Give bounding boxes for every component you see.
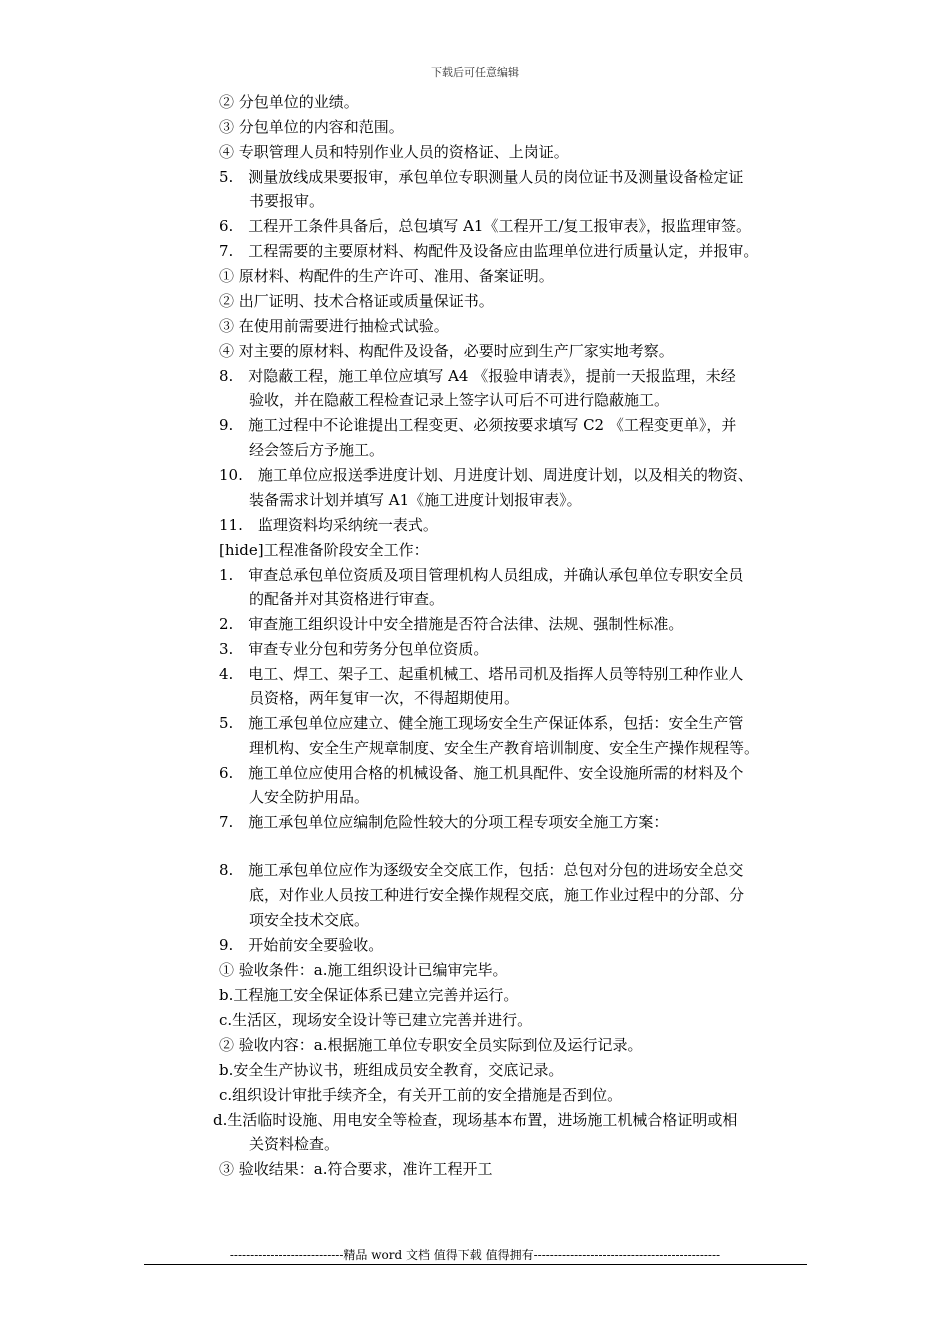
text-line: 人安全防护用品。 bbox=[249, 788, 370, 806]
text-line: ③ 验收结果：a.符合要求，准许工程开工 bbox=[219, 1160, 493, 1178]
text-line: 员资格，两年复审一次，不得超期使用。 bbox=[249, 689, 520, 707]
text-line: ② 分包单位的业绩。 bbox=[219, 93, 359, 111]
text-line: 6. 工程开工条件具备后，总包填写 A1《工程开工/复工报审表》，报监理审签。 bbox=[219, 217, 752, 235]
text-line: b.安全生产协议书，班组成员安全教育，交底记录。 bbox=[219, 1061, 564, 1079]
text-line: 9. 施工过程中不论谁提出工程变更、必须按要求填写 C2 《工程变更单》，并 bbox=[219, 416, 737, 434]
text-line: 关资料检查。 bbox=[249, 1135, 340, 1153]
text-line: 9. 开始前安全要验收。 bbox=[219, 936, 384, 954]
page-footer: ----------------------------精品 word 文档 值得下载 值得拥有---------------------------------------------- bbox=[229, 1248, 721, 1262]
text-line: ④ 对主要的原材料、构配件及设备，必要时应到生产厂家实地考察。 bbox=[219, 342, 674, 360]
text-line: ① 原材料、构配件的生产许可、准用、备案证明。 bbox=[219, 267, 554, 285]
footer-rule bbox=[144, 1264, 807, 1265]
text-line: 书要报审。 bbox=[249, 192, 325, 210]
text-line: ③ 分包单位的内容和范围。 bbox=[219, 118, 404, 136]
text-line: 10. 施工单位应报送季进度计划、月进度计划、周进度计划，以及相关的物资、 bbox=[219, 466, 753, 484]
text-line: 1. 审查总承包单位资质及项目管理机构人员组成，并确认承包单位专职安全员 bbox=[219, 566, 744, 584]
text-line: ② 出厂证明、技术合格证或质量保证书。 bbox=[219, 292, 494, 310]
text-line: 8. 对隐蔽工程，施工单位应填写 A4 《报验申请表》，提前一天报监理，未经 bbox=[219, 367, 736, 385]
text-line: 7. 施工承包单位应编制危险性较大的分项工程专项安全施工方案： bbox=[219, 813, 669, 831]
text-line: ① 验收条件：a.施工组织设计已编审完毕。 bbox=[219, 961, 508, 979]
page-header: 下载后可任意编辑 bbox=[431, 66, 519, 79]
text-line: 5. 测量放线成果要报审，承包单位专职测量人员的岗位证书及测量设备检定证 bbox=[219, 168, 744, 186]
text-line: 经会签后方予施工。 bbox=[249, 441, 385, 459]
text-line: b.工程施工安全保证体系已建立完善并运行。 bbox=[219, 986, 519, 1004]
text-line: 8. 施工承包单位应作为逐级安全交底工作，包括：总包对分包的进场安全总交 bbox=[219, 861, 744, 879]
text-line: c.生活区，现场安全设计等已建立完善并进行。 bbox=[219, 1011, 533, 1029]
text-line: c.组织设计审批手续齐全，有关开工前的安全措施是否到位。 bbox=[219, 1086, 623, 1104]
text-line: 的配备并对其资格进行审查。 bbox=[249, 590, 445, 608]
text-line: [hide]工程准备阶段安全工作： bbox=[219, 541, 429, 559]
text-line: 项安全技术交底。 bbox=[249, 911, 370, 929]
text-line: 底，对作业人员按工种进行安全操作规程交底，施工作业过程中的分部、分 bbox=[249, 886, 745, 904]
text-line: 11. 监理资料均采纳统一表式。 bbox=[219, 516, 438, 534]
text-line: 4. 电工、焊工、架子工、起重机械工、塔吊司机及指挥人员等特别工种作业人 bbox=[219, 665, 744, 683]
text-line: 3. 审查专业分包和劳务分包单位资质。 bbox=[219, 640, 489, 658]
text-line: ② 验收内容：a.根据施工单位专职安全员实际到位及运行记录。 bbox=[219, 1036, 643, 1054]
text-line: 5. 施工承包单位应建立、健全施工现场安全生产保证体系，包括：安全生产管 bbox=[219, 714, 744, 732]
text-line: ④ 专职管理人员和特别作业人员的资格证、上岗证。 bbox=[219, 143, 569, 161]
text-line: ③ 在使用前需要进行抽检式试验。 bbox=[219, 317, 449, 335]
text-line: d.生活临时设施、用电安全等检查，现场基本布置，进场施工机械合格证明或相 bbox=[213, 1111, 738, 1129]
text-line: 验收，并在隐蔽工程检查记录上签字认可后不可进行隐蔽施工。 bbox=[249, 391, 670, 409]
text-line: 装备需求计划并填写 A1《施工进度计划报审表》。 bbox=[249, 491, 582, 509]
text-line: 2. 审查施工组织设计中安全措施是否符合法律、法规、强制性标准。 bbox=[219, 615, 684, 633]
text-line: 理机构、安全生产规章制度、安全生产教育培训制度、安全生产操作规程等。 bbox=[249, 739, 760, 757]
text-line: 6. 施工单位应使用合格的机械设备、施工机具配件、安全设施所需的材料及个 bbox=[219, 764, 744, 782]
text-line: 7. 工程需要的主要原材料、构配件及设备应由监理单位进行质量认定，并报审。 bbox=[219, 242, 759, 260]
